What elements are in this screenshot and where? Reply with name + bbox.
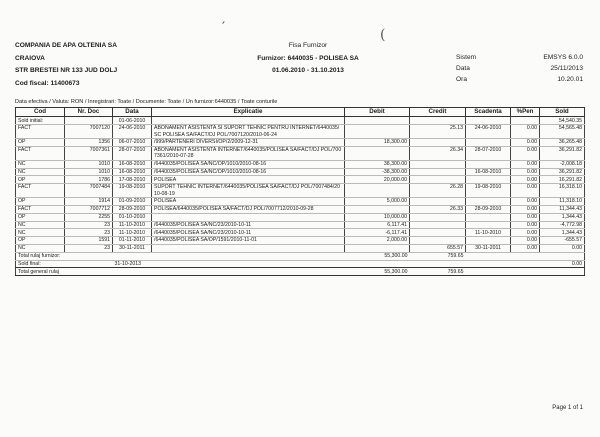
sold-final-spacer [152,260,540,268]
cell-sold: 54,565.48 [540,125,585,139]
cell-credit: 26.28 [410,184,466,198]
cell-cod: FACT [16,205,65,213]
table-row [16,205,585,213]
cell-pen: 0.00 [511,125,540,139]
cell-credit [410,213,466,221]
cell-data: 11-10-2010 [113,221,152,229]
cell-expl: POLISEA [152,176,345,184]
cell-expl [152,117,345,125]
cell-scad [466,213,511,221]
report-period: 01.06.2010 - 31.10.2013 [272,67,344,74]
total-rulaj-row [16,252,585,260]
cell-nr: 23 [65,221,113,229]
cell-scad [466,160,511,168]
filter-line: Data efectiva / Valuta: RON / Inregistrari: Toate / Documente: Toate / Un furnizor:6440035 / Toate conturile [15,99,278,105]
total-general-tail [466,268,585,276]
cell-debit: 6,117.41 [345,221,410,229]
total-rulaj-debit: 55,300.00 [345,252,410,260]
table-row [16,160,585,168]
sold-final-value: 0.00 [540,260,585,268]
col-header-credit: Credit [410,108,466,117]
scan-mark: ′ [222,20,226,36]
table-row [16,168,585,176]
col-header-cod: Cod [16,108,65,117]
total-general-credit: 759.65 [410,268,466,276]
cell-scad [466,176,511,184]
sold-final-date: 31-10-2013 [113,260,152,268]
cell-expl: ABONAMENT ASISTENTA SI SUPORT TEHNIC PENTRU INTERNET/6440035/SC POLISEA SA/FACT/DJ POL/7007120/2010-06-24 [152,125,345,139]
page-number: Page 1 of 1 [552,405,583,411]
cell-credit [410,198,466,206]
date-value: 25/11/2013 [550,65,583,72]
cell-expl [152,244,345,252]
cell-cod: NC [16,168,65,176]
cell-pen: 0.00 [511,146,540,160]
time-label: Ora [456,76,467,83]
cell-cod: NC [16,160,65,168]
cell-cod: NC [16,221,65,229]
cell-expl: /6440035/POLISEA SA/NC/OP/1010/2010-08-16 [152,160,345,168]
cell-credit: 655.57 [410,244,466,252]
cell-scad: 24-06-2010 [466,125,511,139]
cell-nr: 1591 [65,237,113,245]
cell-scad: 30-11-2011 [466,244,511,252]
cell-debit: 38,300.00 [345,160,410,168]
cell-data: 17-08-2010 [113,176,152,184]
cell-nr: 1010 [65,168,113,176]
cell-data: 06-07-2010 [113,139,152,147]
company-name: COMPANIA DE APA OLTENIA SA [15,42,117,49]
cell-scad: 11-10-2010 [466,229,511,237]
report-heading [238,40,378,78]
cell-expl: /6440035/POLISEA SA/NC/23/2010-10-11 [152,221,345,229]
total-general-spacer [152,268,345,276]
cell-debit: 20,000.00 [345,176,410,184]
cell-cod: NC [16,229,65,237]
cell-data: 16-08-2010 [113,168,152,176]
system-label: Sistem [456,54,477,61]
cell-pen: 0.00 [511,229,540,237]
cell-sold: 54,540.35 [540,117,585,125]
cell-expl: POLISEA/6440035/POLISEA SA/FACT/DJ POL/7007712/2010-09-28 [152,205,345,213]
col-header-pen: %Pen [511,108,540,117]
cell-expl: /6440035/POLISEA SA/OP/1591/2010-11-01 [152,237,345,245]
cell-data: 01-09-2010 [113,198,152,206]
cell-pen: 0.00 [511,184,540,198]
cell-sold: 36,265.48 [540,139,585,147]
col-header-scadenta: Scadenta [466,108,511,117]
cell-data: 11-10-2010 [113,229,152,237]
total-general-debit: 55,300.00 [345,268,410,276]
ledger-table [15,107,585,276]
cell-data: 30-11-2011 [113,244,152,252]
cell-debit: 5,000.00 [345,198,410,206]
cell-scad [466,117,511,125]
cell-nr: 7007361 [65,146,113,160]
cell-debit [345,146,410,160]
cell-sold: -2,008.18 [540,160,585,168]
cell-scad [466,139,511,147]
cell-credit [410,160,466,168]
cell-pen [511,117,540,125]
cell-cod: Sold initial: [16,117,65,125]
company-block [15,40,117,90]
cell-data: 19-08-2010 [113,184,152,198]
cell-cod: FACT [16,184,65,198]
table-row [16,221,585,229]
total-rulaj-label: Total rulaj furnizor: [16,252,152,260]
cell-cod: OP [16,237,65,245]
cell-credit: 26.34 [410,146,466,160]
col-header-debit: Debit [345,108,410,117]
cell-pen: 0.00 [511,168,540,176]
cell-sold: 11,344.43 [540,205,585,213]
cell-sold: 11,318.10 [540,198,585,206]
total-general-label: Total general rulaj [16,268,152,276]
table-row [16,229,585,237]
cell-pen: 0.00 [511,244,540,252]
total-rulaj-spacer [152,252,345,260]
report-title: Fisa Furnizor [288,42,328,49]
cell-data: 16-08-2010 [113,160,152,168]
cell-data: 01-10-2010 [113,213,152,221]
cell-expl: POLISEA [152,198,345,206]
cell-scad: 28-09-2010 [466,205,511,213]
cell-debit [345,184,410,198]
cell-scad [466,237,511,245]
table-row [16,176,585,184]
cell-nr: 1010 [65,160,113,168]
table-row [16,139,585,147]
cell-scad: 16-08-2010 [466,168,511,176]
table-header-row [16,108,585,117]
cell-credit [410,168,466,176]
cell-pen: 0.00 [511,139,540,147]
cell-cod: FACT [16,146,65,160]
cell-sold: 16,291.82 [540,176,585,184]
cell-expl [152,213,345,221]
table-row [16,184,585,198]
cell-cod: OP [16,213,65,221]
system-info-labels [456,52,476,85]
cell-data: 28-09-2010 [113,205,152,213]
cell-sold: -4,772.98 [540,221,585,229]
cell-cod: OP [16,139,65,147]
company-address: STR BRESTEI NR 133 JUD DOLJ [15,67,118,74]
system-info-values [520,52,583,85]
cell-data: 28-07-2010 [113,146,152,160]
cell-credit [410,176,466,184]
table-row [16,198,585,206]
cell-sold: 16,318.10 [540,184,585,198]
cell-debit [345,244,410,252]
col-header-explicatie: Explicatie [152,108,345,117]
cell-pen: 0.00 [511,198,540,206]
cell-scad: 19-08-2010 [466,184,511,198]
cell-pen: 0.00 [511,176,540,184]
cell-nr: 2255 [65,213,113,221]
col-header-sold: Sold [540,108,585,117]
ledger-rows [16,117,585,253]
cell-nr: 7007712 [65,205,113,213]
cell-expl: ABONAMENT ASISTENTA INTERNET/6440035/POLISEA SA/FACT/DJ POL/7007361/2010-07-28 [152,146,345,160]
table-row [16,213,585,221]
col-header-nr-doc: Nr. Doc [65,108,113,117]
cell-debit: 18,300.00 [345,139,410,147]
cell-credit [410,139,466,147]
sold-final-row [16,260,585,268]
table-row [16,146,585,160]
cell-nr: 7007484 [65,184,113,198]
cell-data: 24-06-2010 [113,125,152,139]
cell-cod: OP [16,198,65,206]
total-rulaj-tail [466,252,585,260]
cell-credit: 26.33 [410,205,466,213]
cell-debit: -38,300.00 [345,168,410,176]
cell-nr [65,117,113,125]
cell-credit: 25.13 [410,125,466,139]
cell-sold: 0.00 [540,244,585,252]
cell-credit [410,229,466,237]
col-header-data: Data [113,108,152,117]
company-city: CRAIOVA [15,54,45,62]
total-rulaj-credit: 759.65 [410,252,466,260]
cell-sold: 1,344.43 [540,213,585,221]
cell-cod: OP [16,176,65,184]
total-general-row [16,268,585,276]
cell-scad [466,198,511,206]
cell-credit [410,221,466,229]
cell-data: 01-11-2010 [113,237,152,245]
cell-nr: 1786 [65,176,113,184]
cell-pen: 0.00 [511,221,540,229]
cell-debit [345,125,410,139]
table-row [16,244,585,252]
table-row [16,117,585,125]
cell-scad: 28-07-2010 [466,146,511,160]
cell-data: 01-06-2010 [113,117,152,125]
sold-final-label: Sold final: [16,260,113,268]
cell-debit: 10,000.00 [345,213,410,221]
cell-cod: FACT [16,125,65,139]
cell-pen: 0.00 [511,237,540,245]
cell-debit: 2,000.00 [345,237,410,245]
system-value: EMSYS 6.0.0 [543,54,583,61]
cell-sold: -655.57 [540,237,585,245]
report-supplier: Furnizor: 6440035 - POLISEA SA [257,54,359,62]
cell-pen: 0.00 [511,160,540,168]
cell-sold: 36,291.82 [540,146,585,160]
cell-debit: -6,117.41 [345,229,410,237]
cell-credit [410,237,466,245]
table-row [16,125,585,139]
cell-expl: /6440035/POLISEA SA/NC/23/2010-10-11 [152,229,345,237]
cell-nr: 23 [65,229,113,237]
cell-sold: 1,344.43 [540,229,585,237]
cell-pen: 0.00 [511,205,540,213]
cell-expl: /6440035/POLISEA SA/NC/OP/1010/2010-08-16 [152,168,345,176]
cell-nr: 23 [65,244,113,252]
cell-sold: 36,291.82 [540,168,585,176]
cell-expl: /999/PARTENERI DIVERSI/OP/2/2009-12-31 [152,139,345,147]
cell-nr: 1914 [65,198,113,206]
table-row [16,237,585,245]
cell-nr: 7007120 [65,125,113,139]
cell-credit [410,117,466,125]
cell-expl: SUPORT TEHNIC INTERNET/6440035/POLISEA SA/FACT/DJ POL/7007484/2010-08-19 [152,184,345,198]
cell-scad [466,221,511,229]
company-fiscal-code: Cod fiscal: 11400673 [15,79,80,87]
date-label: Data [456,65,470,72]
cell-pen: 0.00 [511,213,540,221]
time-value: 10.20.01 [557,76,583,83]
cell-debit [345,117,410,125]
scan-mark: ( [380,27,386,43]
cell-cod: NC [16,244,65,252]
cell-debit [345,205,410,213]
cell-nr: 1356 [65,139,113,147]
